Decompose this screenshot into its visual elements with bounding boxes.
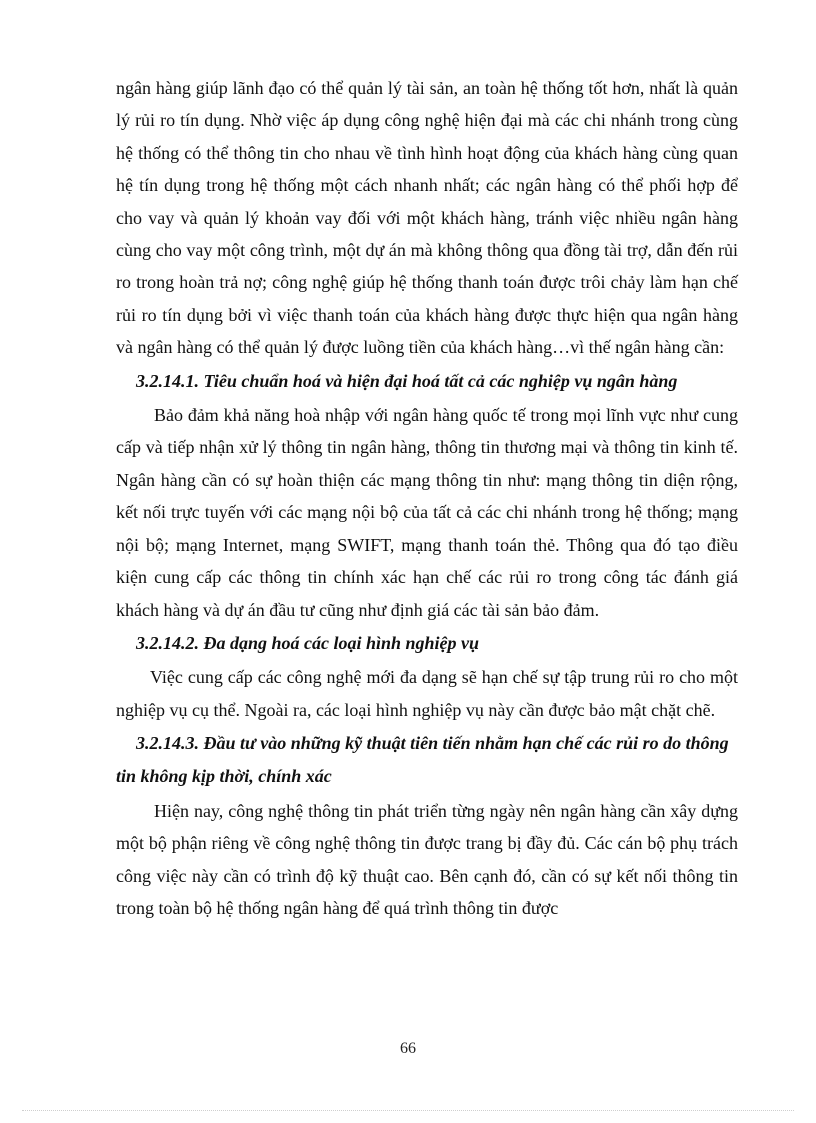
paragraph: ngân hàng giúp lãnh đạo có thể quản lý tài sản, an toàn hệ thống tốt hơn, nhất là quản lý rủi ro tín dụng. Nhờ việc áp dụng công nghệ hiện đại mà các chi nhánh trong cùng hệ thống có thể thông tin cho nhau về tình hình hoạt động của khách hàng cùng quan hệ tín dụng trong hệ thống một cách nhanh nhất; các ngân hàng có thể phối hợp để cho vay và quản lý khoản vay đối với một khách hàng, tránh việc nhiều ngân hàng cùng cho vay một công trình, một dự án mà không thông qua đồng tài trợ, dẫn đến rủi ro trong hoàn trả nợ; công nghệ giúp hệ thống thanh toán được trôi chảy làm hạn chế rủi ro tín dụng bởi vì việc thanh toán của khách hàng được thực hiện qua ngân hàng và ngân hàng có thể quản lý được luồng tiền của khách hàng…vì thế ngân hàng cần: (116, 78, 738, 358)
paragraph: Hiện nay, công nghệ thông tin phát triển từng ngày nên ngân hàng cần xây dựng một bộ phận riêng về công nghệ thông tin được trang bị đầy đủ. Các cán bộ phụ trách công việc này cần có trình độ kỹ thuật cao. Bên cạnh đó, cần có sự kết nối thông tin trong toàn bộ hệ thống ngân hàng để quá trình thông tin được (116, 800, 738, 919)
document-body (116, 70, 738, 925)
paragraph: Bảo đảm khả năng hoà nhập với ngân hàng quốc tế trong mọi lĩnh vực như cung cấp và tiếp nhận xử lý thông tin ngân hàng, thông tin thương mại và thông tin kinh tế. Ngân hàng cần có sự hoàn thiện các mạng thông tin như: mạng thông tin diện rộng, kết nối trực tuyến với các mạng nội bộ của tất cả các chi nhánh trong hệ thống; mạng nội bộ; mạng Internet, mạng SWIFT, mạng thanh toán thẻ. Thông qua đó tạo điều kiện cung cấp các thông tin chính xác hạn chế các rủi ro trong công tác đánh giá khách hàng và dự án đầu tư cũng như định giá các tài sản bảo đảm. (116, 405, 738, 620)
footer-divider (22, 1110, 794, 1111)
section-heading: 3.2.14.1. Tiêu chuẩn hoá và hiện đại hoá tất cả các nghiệp vụ ngân hàng (136, 370, 678, 391)
paragraph: Việc cung cấp các công nghệ mới đa dạng sẽ hạn chế sự tập trung rủi ro cho một nghiệp vụ cụ thể. Ngoài ra, các loại hình nghiệp vụ này cần được bảo mật chặt chẽ. (116, 667, 738, 720)
section-heading: 3.2.14.3. Đầu tư vào những kỹ thuật tiên tiến nhằm hạn chế các rủi ro do thông tin không kịp thời, chính xác (116, 733, 729, 786)
page-number: 66 (400, 1040, 416, 1057)
section-heading: 3.2.14.2. Đa dạng hoá các loại hình nghiệp vụ (136, 632, 480, 653)
